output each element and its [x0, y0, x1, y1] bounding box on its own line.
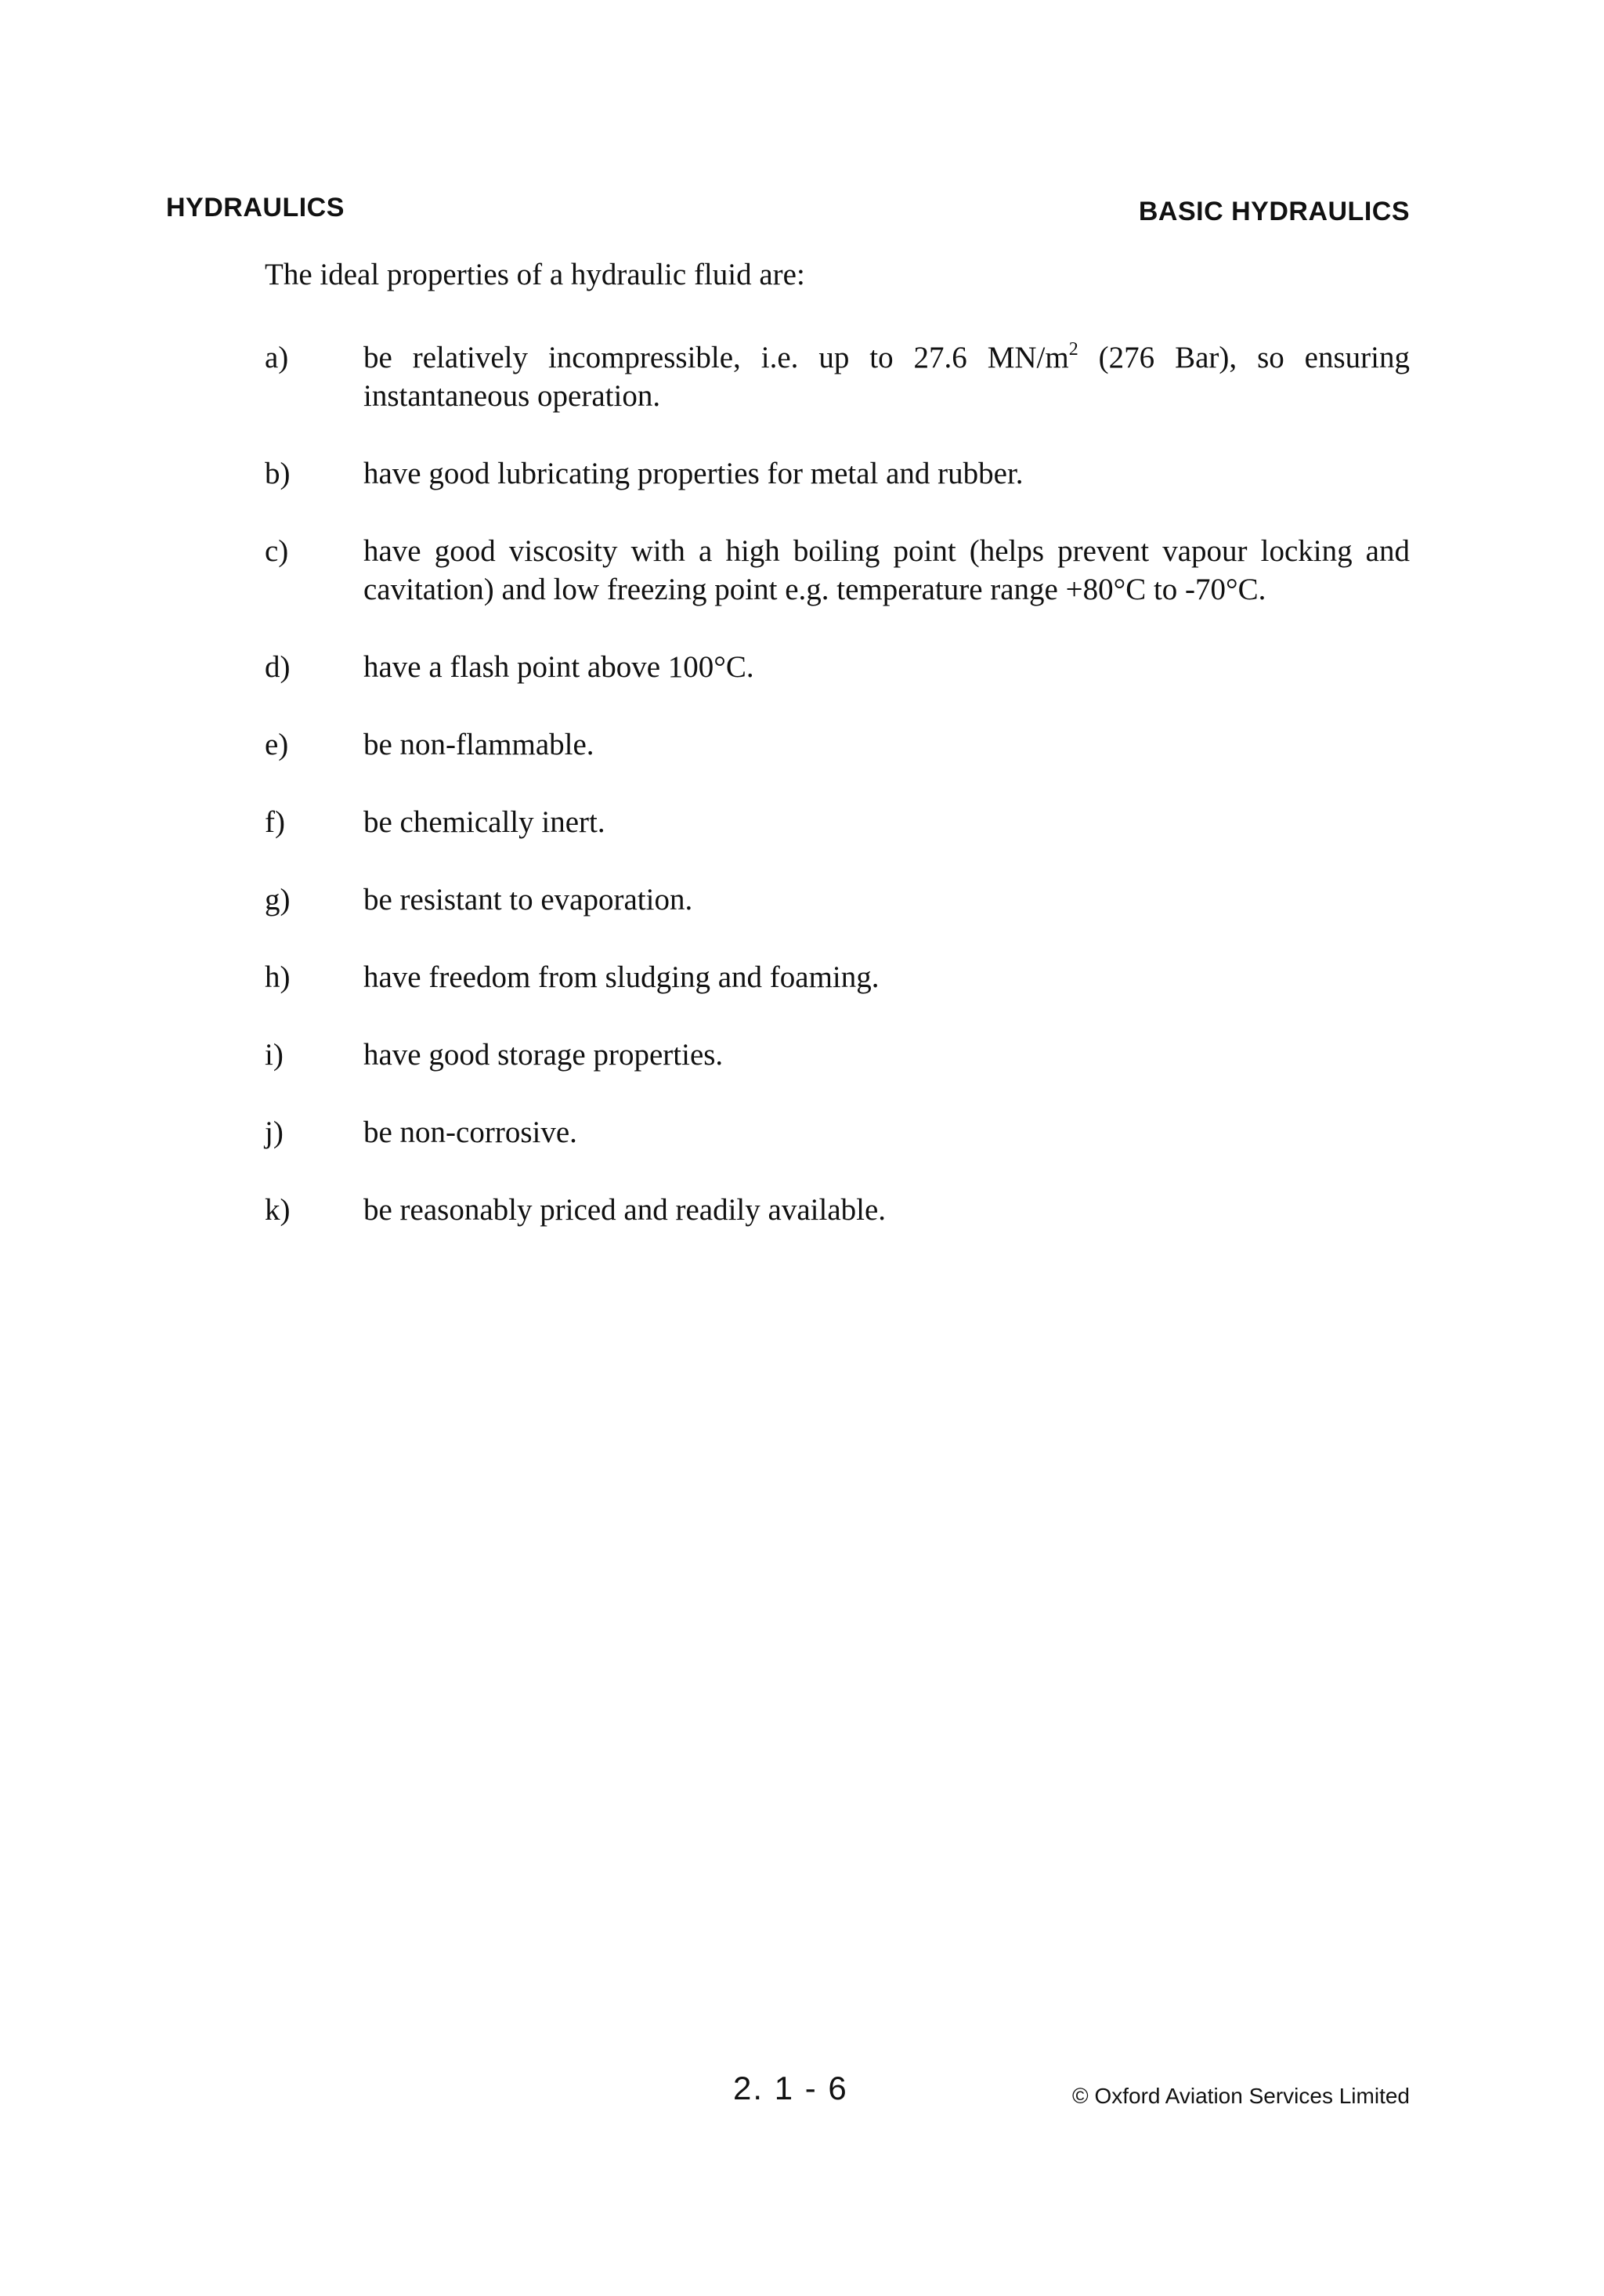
header-section-title: BASIC HYDRAULICS — [1138, 197, 1410, 226]
list-item-letter: e) — [265, 728, 289, 761]
list-item-letter: h) — [265, 960, 291, 994]
header-chapter-title: HYDRAULICS — [166, 193, 345, 222]
list-item-text: be non-flammable. — [363, 728, 594, 761]
list-item-letter: b) — [265, 457, 291, 490]
list-item-letter: g) — [265, 883, 291, 917]
list-item-letter: f) — [265, 805, 285, 839]
superscript: 2 — [1068, 339, 1078, 360]
list-item-letter: k) — [265, 1193, 291, 1227]
list-item-text-part: (276 Bar), so ensuring instantaneous operation. — [363, 341, 1410, 413]
list-item-text: have good storage properties. — [363, 1038, 724, 1072]
list-item-text: be chemically inert. — [363, 805, 605, 839]
list-item-letter: a) — [265, 341, 289, 374]
list-item-letter: i) — [265, 1038, 284, 1072]
list-item-text — [363, 338, 1410, 415]
list-item-text: have good viscosity with a high boiling point (helps prevent vapour locking and cavitation) and low freezing point e.g. temperature range +80°C to -70°C. — [363, 534, 1410, 606]
page-number: 2. 1 - 6 — [733, 2070, 848, 2106]
list-item-letter: d) — [265, 650, 291, 684]
list-item-text-part: be relatively incompressible, i.e. up to 27.6 MN/m — [363, 341, 1069, 374]
list-item-letter: c) — [265, 534, 289, 568]
list-item-text: be non-corrosive. — [363, 1115, 577, 1149]
list-item-text: have freedom from sludging and foaming. — [363, 960, 880, 994]
list-item-text: have a flash point above 100°C. — [363, 650, 754, 684]
copyright-notice: © Oxford Aviation Services Limited — [1072, 2084, 1410, 2108]
list-item-text: have good lubricating properties for metal and rubber. — [363, 457, 1024, 490]
list-item-text: be reasonably priced and readily available. — [363, 1193, 887, 1227]
intro-paragraph: The ideal properties of a hydraulic fluid are: — [265, 258, 805, 291]
list-item-text: be resistant to evaporation. — [363, 883, 693, 917]
list-item-letter: j) — [265, 1115, 284, 1149]
